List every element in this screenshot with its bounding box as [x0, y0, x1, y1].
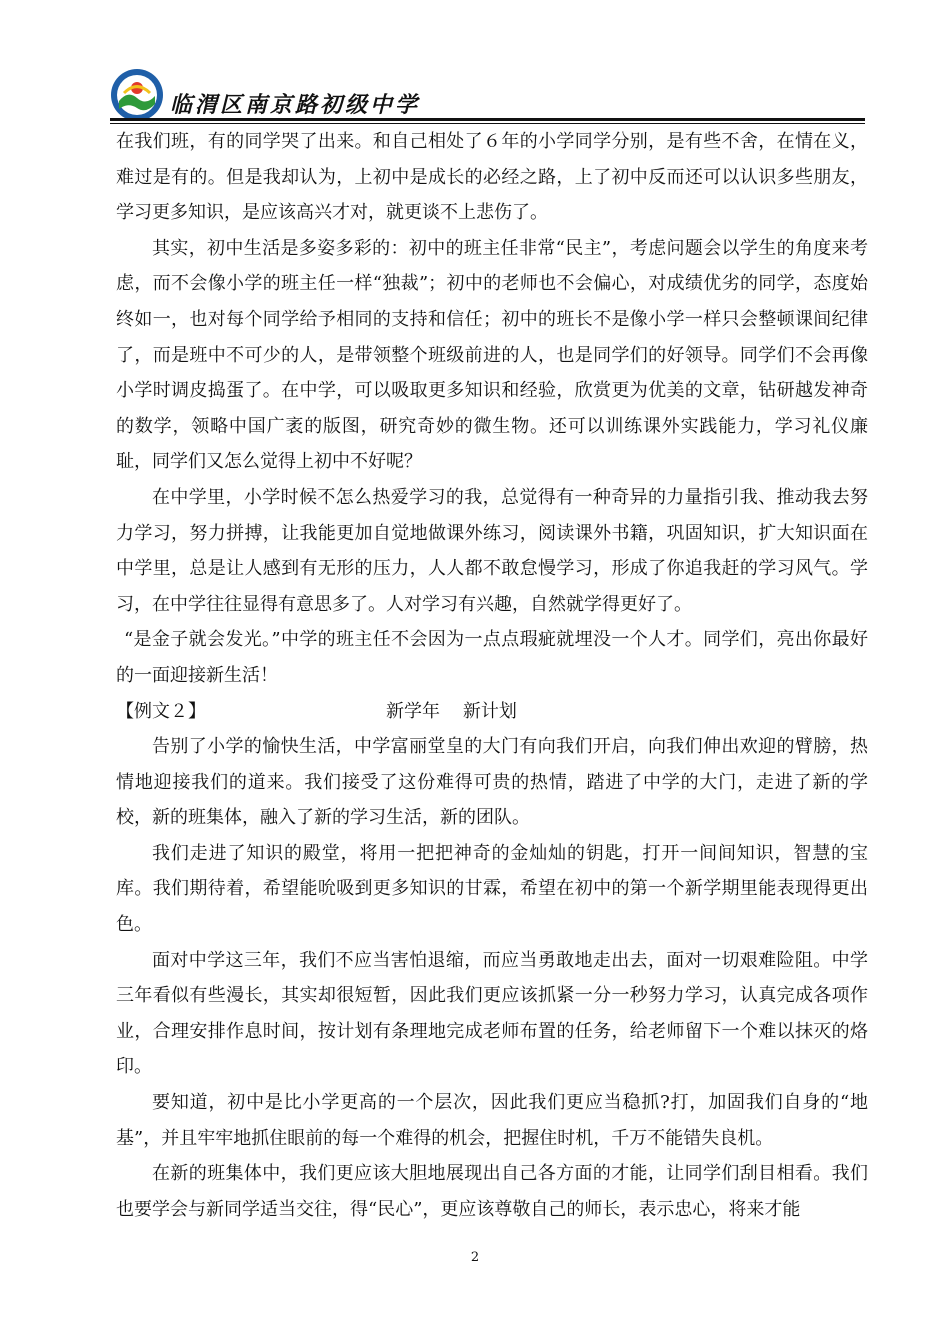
- paragraph: 其实，初中生活是多姿多彩的：初中的班主任非常“民主”，考虑问题会以学生的角度来考虑，而不会像小学的班主任一样“独裁”；初中的老师也不会偏心，对成绩优劣的同学，态度始终如一，也对每个同学给予相同的支持和信任；初中的班长不是像小学一样只会整顿课间纪律了，而是班中不可少的人，是带领整个班级前进的人，也是同学们的好领导。同学们不会再像小学时调皮捣蛋了。在中学，可以吸取更多知识和经验，欣赏更为优美的文章，钻研越发神奇的数学，领略中国广袤的版图，研究奇妙的微生物。还可以训练课外实践能力，学习礼仪廉耻，同学们又怎么觉得上初中不好呢？: [116, 237, 868, 473]
- paragraph: 我们走进了知识的殿堂，将用一把把神奇的金灿灿的钥匙，打开一间间知识，智慧的宝库。我们期待着，希望能吮吸到更多知识的甘霖，希望在初中的第一个新学期里能表现得更出色。: [116, 842, 868, 936]
- page-number: 2: [470, 1250, 480, 1265]
- paragraph: 面对中学这三年，我们不应当害怕退缩，而应当勇敢地走出去，面对一切艰难险阻。中学三年看似有些漫长，其实却很短暂，因此我们更应该抓紧一分一秒努力学习，认真完成各项作业，合理安排作息时间，按计划有条理地完成老师布置的任务，给老师留下一个难以抹灭的烙印。: [116, 949, 868, 1078]
- example-heading: [116, 694, 868, 730]
- school-emblem-icon: [110, 68, 164, 122]
- school-name: 临渭区南京路初级中学: [170, 93, 421, 118]
- paragraph: 在新的班集体中，我们更应该大胆地展现出自己各方面的才能，让同学们刮目相看。我们也要学会与新同学适当交往，得“民心”，更应该尊敬自己的师长，表示忠心，将来才能: [116, 1163, 868, 1220]
- example-title: 新学年 新计划: [386, 700, 517, 722]
- header-rule: [110, 118, 865, 121]
- paragraph: 要知道，初中是比小学更高的一个层次，因此我们更应当稳抓?打，加固我们自身的“地基”，并且牢牢地抓住眼前的每一个难得的机会，把握住时机，千万不能错失良机。: [116, 1092, 868, 1149]
- example-tag: 【例文２】: [116, 700, 206, 722]
- document-body: [116, 124, 868, 1227]
- page-header: [110, 68, 870, 124]
- paragraph: “是金子就会发光。”中学的班主任不会因为一点点瑕疵就埋没一个人才。同学们，亮出你最好的一面迎接新生活！: [116, 629, 868, 686]
- paragraph: 在我们班，有的同学哭了出来。和自己相处了６年的小学同学分别，是有些不舍，在情在义，难过是有的。但是我却认为，上初中是成长的必经之路，上了初中反而还可以认识多些朋友，学习更多知识，是应该高兴才对，就更谈不上悲伤了。: [116, 131, 868, 224]
- paragraph: 在中学里，小学时候不怎么热爱学习的我，总觉得有一种奇异的力量指引我、推动我去努力学习，努力拼搏，让我能更加自觉地做课外练习，阅读课外书籍，巩固知识，扩大知识面在中学里，总是让人感到有无形的压力，人人都不敢怠慢学习，形成了你追我赶的学习风气。学习，在中学往往显得有意思多了。人对学习有兴趣，自然就学得更好了。: [116, 486, 868, 615]
- paragraph: 告别了小学的愉快生活，中学富丽堂皇的大门有向我们开启，向我们伸出欢迎的臂膀，热情地迎接我们的道来。我们接受了这份难得可贵的热情，踏进了中学的大门，走进了新的学校，新的班集体，融入了新的学习生活，新的团队。: [116, 736, 868, 829]
